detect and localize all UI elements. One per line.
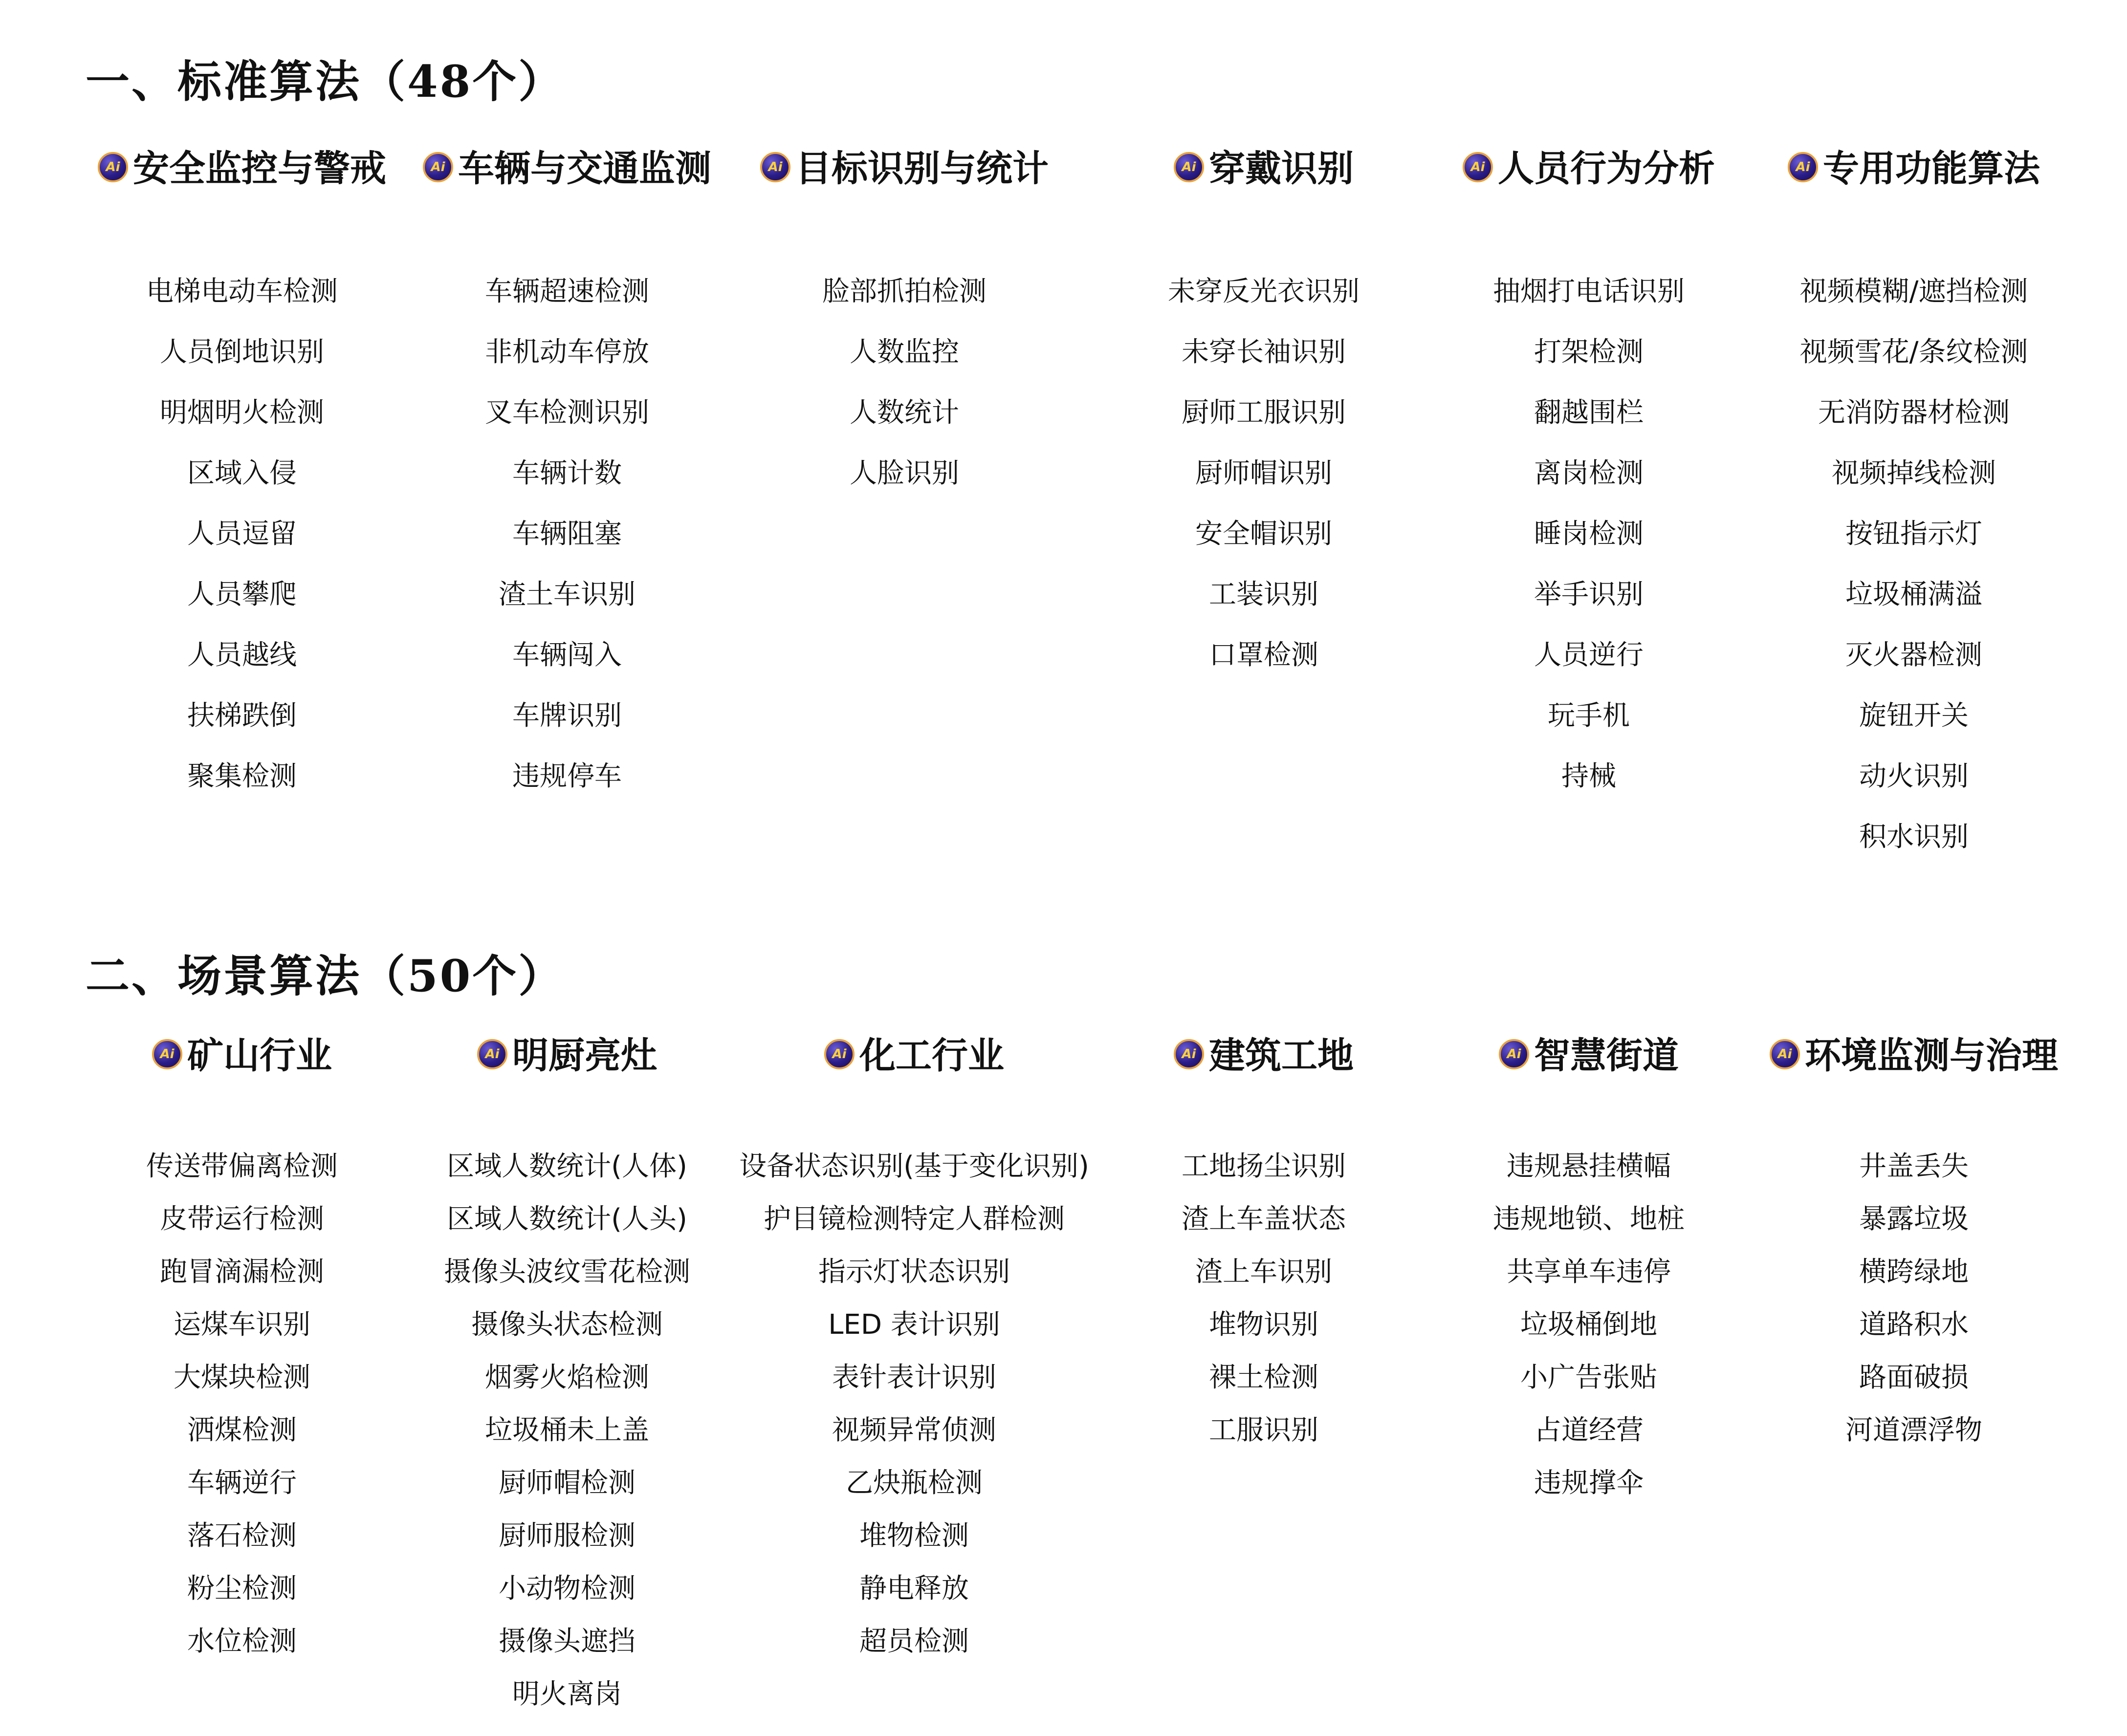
- algorithm-item: 明烟明火检测: [160, 397, 324, 429]
- algorithm-item: 井盖丢失: [1859, 1150, 1969, 1182]
- algorithm-item: 无消防器材检测: [1818, 397, 2010, 429]
- algorithm-item: 渣土车识别: [499, 579, 636, 610]
- algorithm-item: 河道漂浮物: [1845, 1414, 1982, 1446]
- category-column: [736, 142, 1073, 504]
- algorithm-item: 人数统计: [850, 397, 959, 429]
- algorithm-list: [1420, 1140, 1757, 1510]
- category-column: [398, 1029, 736, 1721]
- category-column: [398, 142, 736, 807]
- ai-badge-icon: Ai: [477, 1039, 507, 1069]
- algorithm-item: 护目镜检测特定人群检测: [764, 1203, 1065, 1235]
- category-column: [1420, 142, 1757, 807]
- algorithm-item: 工地扬尘识别: [1182, 1150, 1346, 1182]
- algorithm-item: 离岗检测: [1534, 457, 1644, 489]
- algorithm-item: 大煤块检测: [174, 1362, 310, 1393]
- algorithm-item: 工装识别: [1209, 579, 1318, 610]
- category-header: [73, 1029, 411, 1083]
- category-header: [1420, 1029, 1757, 1083]
- algorithm-list: [1420, 261, 1757, 807]
- category-column: [73, 1029, 411, 1668]
- category-column: [1420, 1029, 1757, 1510]
- category-header: [1095, 142, 1432, 195]
- category-title: 安全监控与警戒: [133, 148, 386, 190]
- category-header: [1420, 142, 1757, 195]
- category-title: 车辆与交通监测: [458, 148, 711, 190]
- category-column: [1095, 142, 1432, 686]
- algorithm-item: 人员越线: [187, 639, 297, 671]
- algorithm-list: [736, 261, 1073, 504]
- ai-badge-icon: Ai: [98, 152, 128, 182]
- algorithm-item: 按钮指示灯: [1845, 518, 1982, 550]
- category-title: 矿山行业: [187, 1035, 332, 1077]
- algorithm-item: 渣上车识别: [1195, 1256, 1332, 1288]
- category-title: 建筑工地: [1209, 1035, 1354, 1077]
- algorithm-item: 人员倒地识别: [160, 336, 324, 368]
- algorithm-item: 人员逆行: [1534, 639, 1644, 671]
- algorithm-item: 洒煤检测: [187, 1414, 297, 1446]
- ai-badge-icon: Ai: [760, 152, 790, 182]
- algorithm-item: 车牌识别: [512, 700, 622, 732]
- algorithm-item: 未穿长袖识别: [1182, 336, 1346, 368]
- algorithm-item: 积水识别: [1859, 821, 1969, 853]
- category-title: 化工行业: [859, 1035, 1004, 1077]
- algorithm-item: 人脸识别: [850, 457, 959, 489]
- algorithm-list: [398, 1140, 736, 1721]
- algorithm-item: 皮带运行检测: [160, 1203, 324, 1235]
- algorithm-item: 暴露垃圾: [1859, 1203, 1969, 1235]
- algorithm-list: [1095, 1140, 1432, 1457]
- algorithm-item: 摄像头状态检测: [471, 1309, 663, 1341]
- algorithm-item: 违规撑伞: [1534, 1467, 1644, 1499]
- ai-badge-icon: Ai: [423, 152, 453, 182]
- algorithm-item: 明火离岗: [512, 1678, 622, 1710]
- algorithm-item: 厨师帽检测: [499, 1467, 636, 1499]
- algorithm-item: 违规悬挂横幅: [1507, 1150, 1671, 1182]
- algorithm-item: 区域入侵: [187, 457, 297, 489]
- algorithm-item: 传送带偏离检测: [146, 1150, 338, 1182]
- algorithm-item: 人数监控: [850, 336, 959, 368]
- algorithm-item: 未穿反光衣识别: [1168, 276, 1360, 307]
- algorithm-item: 小动物检测: [499, 1573, 636, 1605]
- algorithm-item: 违规地锁、地桩: [1493, 1203, 1685, 1235]
- algorithm-item: 横跨绿地: [1859, 1256, 1969, 1288]
- algorithm-item: 翻越围栏: [1534, 397, 1644, 429]
- category-title: 目标识别与统计: [795, 148, 1049, 190]
- algorithm-item: 举手识别: [1534, 579, 1644, 610]
- algorithm-item: 垃圾桶满溢: [1845, 579, 1982, 610]
- algorithm-item: LED 表计识别: [828, 1309, 1000, 1341]
- algorithm-item: 旋钮开关: [1859, 700, 1969, 732]
- algorithm-item: 口罩检测: [1209, 639, 1318, 671]
- algorithm-item: 水位检测: [187, 1626, 297, 1657]
- algorithm-item: 灭火器检测: [1845, 639, 1982, 671]
- algorithm-item: 厨师服检测: [499, 1520, 636, 1552]
- algorithm-item: 视频异常侦测: [832, 1414, 996, 1446]
- section-title: 二、场景算法（50个）: [86, 950, 565, 1002]
- algorithm-item: 裸土检测: [1209, 1362, 1318, 1393]
- algorithm-item: 粉尘检测: [187, 1573, 297, 1605]
- algorithm-item: 车辆闯入: [512, 639, 622, 671]
- algorithm-list: [73, 261, 411, 807]
- algorithm-item: 乙炔瓶检测: [846, 1467, 983, 1499]
- algorithm-item: 睡岗检测: [1534, 518, 1644, 550]
- algorithm-item: 路面破损: [1859, 1362, 1969, 1393]
- category-header: [1745, 1029, 2083, 1083]
- algorithm-item: 厨师工服识别: [1182, 397, 1346, 429]
- algorithm-item: 运煤车识别: [174, 1309, 310, 1341]
- algorithm-item: 小广告张贴: [1520, 1362, 1657, 1393]
- category-column: [1745, 1029, 2083, 1457]
- algorithm-item: 车辆超速检测: [485, 276, 649, 307]
- category-column: [739, 1029, 1089, 1668]
- category-column: [1095, 1029, 1432, 1457]
- algorithm-item: 共享单车违停: [1507, 1256, 1671, 1288]
- algorithm-item: 落石检测: [187, 1520, 297, 1552]
- algorithm-list: [1095, 261, 1432, 686]
- algorithm-item: 道路积水: [1859, 1309, 1969, 1341]
- algorithm-item: 烟雾火焰检测: [485, 1362, 649, 1393]
- algorithm-item: 表针表计识别: [832, 1362, 996, 1393]
- ai-badge-icon: Ai: [1788, 152, 1818, 182]
- ai-badge-icon: Ai: [1174, 152, 1204, 182]
- algorithm-item: 叉车检测识别: [485, 397, 649, 429]
- algorithm-item: 安全帽识别: [1195, 518, 1332, 550]
- category-header: [736, 142, 1073, 195]
- ai-badge-icon: Ai: [1499, 1039, 1529, 1069]
- category-header: [746, 1029, 1083, 1083]
- category-title: 人员行为分析: [1498, 148, 1715, 190]
- algorithm-item: 打架检测: [1534, 336, 1644, 368]
- algorithm-item: 区域人数统计(人体): [447, 1150, 687, 1182]
- algorithm-item: 电梯电动车检测: [146, 276, 338, 307]
- algorithm-item: 摄像头遮挡: [499, 1626, 636, 1657]
- algorithm-item: 玩手机: [1548, 700, 1630, 732]
- algorithm-item: 摄像头波纹雪花检测: [444, 1256, 690, 1288]
- algorithm-list: [398, 261, 736, 807]
- algorithm-item: 抽烟打电话识别: [1493, 276, 1685, 307]
- category-header: [1095, 1029, 1432, 1083]
- category-header: [1745, 142, 2083, 195]
- algorithm-item: 视频模糊/遮挡检测: [1799, 276, 2028, 307]
- algorithm-item: 静电释放: [859, 1573, 969, 1605]
- category-column: [73, 142, 411, 807]
- algorithm-list: [73, 1140, 411, 1668]
- algorithm-list: [1745, 261, 2083, 868]
- algorithm-list: [739, 1140, 1089, 1668]
- algorithm-item: 区域人数统计(人头): [447, 1203, 687, 1235]
- ai-badge-icon: Ai: [1463, 152, 1493, 182]
- ai-badge-icon: Ai: [1174, 1039, 1204, 1069]
- algorithm-list: [1745, 1140, 2083, 1457]
- algorithm-item: 垃圾桶倒地: [1520, 1309, 1657, 1341]
- category-header: [398, 1029, 736, 1083]
- algorithm-item: 车辆阻塞: [512, 518, 622, 550]
- category-title: 专用功能算法: [1823, 148, 2040, 190]
- algorithm-item: 动火识别: [1859, 760, 1969, 792]
- category-title: 明厨亮灶: [512, 1035, 657, 1077]
- algorithm-item: 车辆逆行: [187, 1467, 297, 1499]
- algorithm-item: 渣上车盖状态: [1182, 1203, 1346, 1235]
- category-title: 智慧街道: [1534, 1035, 1679, 1077]
- algorithm-item: 指示灯状态识别: [818, 1256, 1010, 1288]
- algorithm-item: 扶梯跌倒: [187, 700, 297, 732]
- algorithm-item: 跑冒滴漏检测: [160, 1256, 324, 1288]
- ai-badge-icon: Ai: [1770, 1039, 1800, 1069]
- ai-badge-icon: Ai: [152, 1039, 182, 1069]
- algorithm-item: 视频掉线检测: [1832, 457, 1996, 489]
- algorithm-item: 人员逗留: [187, 518, 297, 550]
- algorithm-item: 垃圾桶未上盖: [485, 1414, 649, 1446]
- category-title: 穿戴识别: [1209, 148, 1354, 190]
- algorithm-item: 超员检测: [859, 1626, 969, 1657]
- algorithm-item: 聚集检测: [187, 760, 297, 792]
- algorithm-item: 视频雪花/条纹检测: [1799, 336, 2028, 368]
- algorithm-item: 堆物识别: [1209, 1309, 1318, 1341]
- algorithm-item: 违规停车: [512, 760, 622, 792]
- algorithm-item: 占道经营: [1534, 1414, 1644, 1446]
- algorithm-item: 设备状态识别(基于变化识别): [739, 1150, 1089, 1182]
- algorithm-item: 人员攀爬: [187, 579, 297, 610]
- category-title: 环境监测与治理: [1805, 1035, 2058, 1077]
- category-header: [73, 142, 411, 195]
- algorithm-item: 持械: [1561, 760, 1616, 792]
- algorithm-item: 厨师帽识别: [1195, 457, 1332, 489]
- category-column: [1745, 142, 2083, 868]
- algorithm-item: 非机动车停放: [485, 336, 649, 368]
- algorithm-item: 堆物检测: [859, 1520, 969, 1552]
- category-header: [398, 142, 736, 195]
- algorithm-item: 工服识别: [1209, 1414, 1318, 1446]
- algorithm-item: 脸部抓拍检测: [822, 276, 987, 307]
- algorithm-item: 车辆计数: [512, 457, 622, 489]
- ai-badge-icon: Ai: [824, 1039, 855, 1069]
- section-title: 一、标准算法（48个）: [86, 56, 565, 108]
